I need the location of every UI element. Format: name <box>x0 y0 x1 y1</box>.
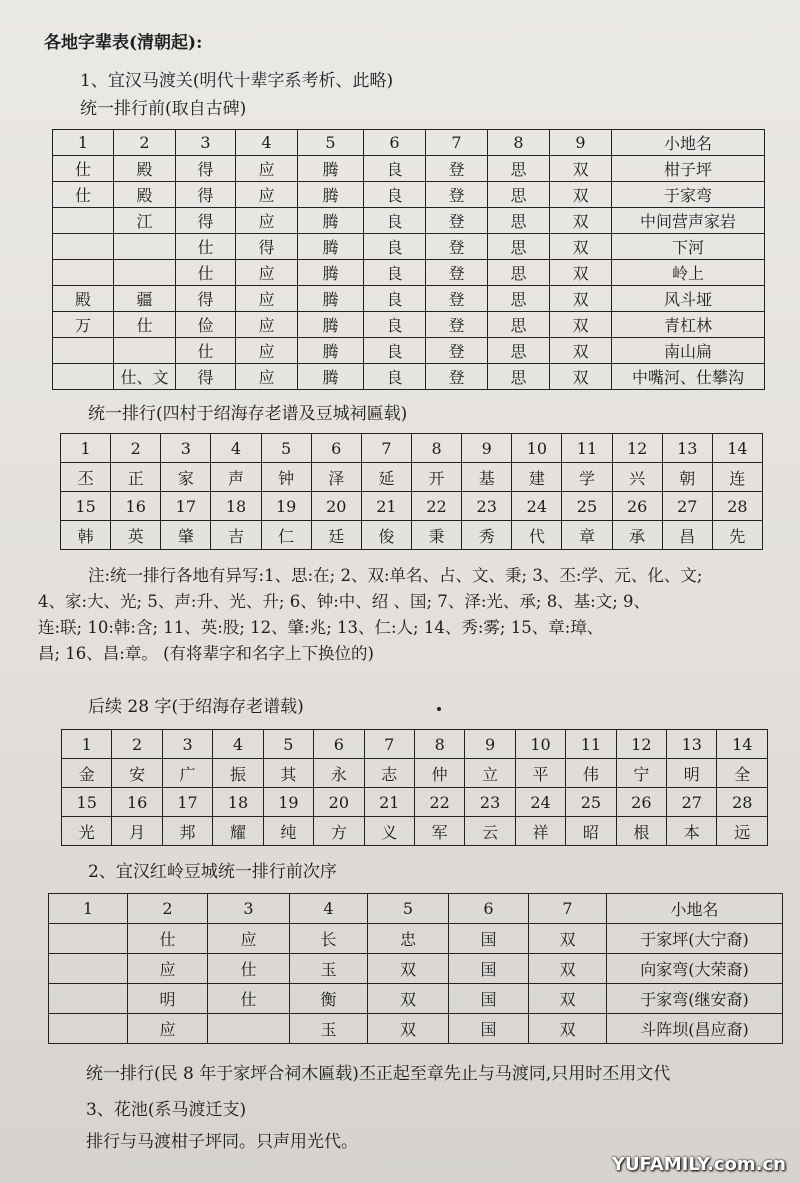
table-cell: 3 <box>208 894 290 924</box>
table-cell: 正 <box>111 463 161 492</box>
table-cell: 27 <box>662 492 712 521</box>
table-cell <box>208 1014 290 1044</box>
variant-notes <box>38 563 780 667</box>
table-cell: 殿 <box>114 156 176 182</box>
table-row <box>49 1014 783 1044</box>
table-cell: 登 <box>426 208 488 234</box>
table-cell: 3 <box>161 434 211 463</box>
table-cell <box>49 1014 128 1044</box>
table-cell: 双 <box>368 984 449 1014</box>
table-cell <box>49 984 128 1014</box>
table-cell: 玉 <box>290 954 368 984</box>
table-cell: 英 <box>111 521 161 550</box>
table-cell: 家 <box>161 463 211 492</box>
table-cell: 22 <box>411 492 461 521</box>
table-cell: 斗阵坝(昌应裔) <box>607 1014 783 1044</box>
table-cell: 思 <box>488 260 550 286</box>
table-cell: 邦 <box>162 817 212 846</box>
section2-note: 统一排行(民 8 年于家坪合祠木匾载)丕正起至章先止与马渡同,只用时丕用文代 <box>86 1064 671 1084</box>
section3-text: 排行与马渡柑子坪同。只声用光代。 <box>86 1132 358 1152</box>
table-cell: 良 <box>364 260 426 286</box>
page-heading: 各地字辈表(清朝起): <box>44 33 203 53</box>
table-cell: 泽 <box>311 463 361 492</box>
table-cell: 25 <box>562 492 612 521</box>
table-cell: 腾 <box>298 156 364 182</box>
table-cell: 代 <box>512 521 562 550</box>
table-cell: 国 <box>449 984 529 1014</box>
table-cell: 11 <box>562 434 612 463</box>
table-cell: 柑子坪 <box>612 156 765 182</box>
table-cell: 思 <box>488 182 550 208</box>
table-cell: 仕 <box>53 156 114 182</box>
table-cell: 韩 <box>61 521 111 550</box>
table-cell <box>49 954 128 984</box>
table-cell: 1 <box>62 730 112 759</box>
table-row <box>53 260 765 286</box>
table-cell: 思 <box>488 364 550 390</box>
table-cell: 9 <box>462 434 512 463</box>
table-cell: 应 <box>236 286 298 312</box>
table-cell: 双 <box>550 260 612 286</box>
table-cell: 6 <box>311 434 361 463</box>
table-cell: 志 <box>364 759 414 788</box>
table-cell: 腾 <box>298 364 364 390</box>
table-cell: 登 <box>426 312 488 338</box>
table-cell: 殿 <box>53 286 114 312</box>
table-cell: 26 <box>612 492 662 521</box>
table-cell: 21 <box>361 492 411 521</box>
table-cell: 俭 <box>176 312 236 338</box>
table-cell: 伟 <box>566 759 616 788</box>
table-cell: 双 <box>550 364 612 390</box>
table-cell: 远 <box>717 817 768 846</box>
table-cell: 17 <box>161 492 211 521</box>
table-cell: 秀 <box>462 521 512 550</box>
table-cell <box>53 260 114 286</box>
table-cell: 登 <box>426 286 488 312</box>
table-cell: 仲 <box>414 759 464 788</box>
table-cell: 19 <box>261 492 311 521</box>
table-cell: 24 <box>515 788 565 817</box>
table-cell: 万 <box>53 312 114 338</box>
table-cell: 基 <box>462 463 512 492</box>
table-cell <box>114 338 176 364</box>
table-cell: 于家弯(继安裔) <box>607 984 783 1014</box>
table-cell: 12 <box>616 730 666 759</box>
table-cell: 得 <box>176 364 236 390</box>
table-cell <box>53 338 114 364</box>
table-cell: 开 <box>411 463 461 492</box>
table-cell: 中间营声家岩 <box>612 208 765 234</box>
table-cell: 向家弯(大荣裔) <box>607 954 783 984</box>
table-cell: 小地名 <box>607 894 783 924</box>
table-cell: 钟 <box>261 463 311 492</box>
table-cell: 承 <box>612 521 662 550</box>
table-cell: 得 <box>176 182 236 208</box>
table-cell <box>53 208 114 234</box>
table-cell <box>53 364 114 390</box>
table-cell: 本 <box>667 817 717 846</box>
table-cell: 14 <box>712 434 762 463</box>
table-cell: 2 <box>112 730 162 759</box>
table-cell <box>53 234 114 260</box>
site-watermark: YUFAMILY.com.cn <box>611 1154 786 1175</box>
table-cell: 8 <box>488 130 550 156</box>
table-cell: 双 <box>550 286 612 312</box>
table-cell: 得 <box>236 234 298 260</box>
table-row <box>53 182 765 208</box>
table-cell: 小地名 <box>612 130 765 156</box>
table-cell: 全 <box>717 759 768 788</box>
table-cell: 疆 <box>114 286 176 312</box>
table-cell: 得 <box>176 208 236 234</box>
table-cell: 丕 <box>61 463 111 492</box>
table-cell: 21 <box>364 788 414 817</box>
table-cell: 学 <box>562 463 612 492</box>
table-cell: 良 <box>364 156 426 182</box>
table-cell: 应 <box>236 260 298 286</box>
table-cell: 衡 <box>290 984 368 1014</box>
table-cell: 方 <box>314 817 364 846</box>
table-cell: 13 <box>667 730 717 759</box>
table-cell: 国 <box>449 1014 529 1044</box>
table-cell: 永 <box>314 759 364 788</box>
table-cell: 13 <box>662 434 712 463</box>
table-cell: 6 <box>314 730 364 759</box>
table-cell: 祥 <box>515 817 565 846</box>
table-before-unification <box>52 129 765 390</box>
table-cell: 云 <box>465 817 515 846</box>
table-cell: 声 <box>211 463 261 492</box>
table-cell: 连 <box>712 463 762 492</box>
table-row <box>53 234 765 260</box>
table-cell: 殿 <box>114 182 176 208</box>
table-cell: 得 <box>176 156 236 182</box>
table-cell: 长 <box>290 924 368 954</box>
table-cell: 昌 <box>662 521 712 550</box>
table-cell: 双 <box>529 984 607 1014</box>
table-cell: 青杠林 <box>612 312 765 338</box>
section3-title: 3、花池(系马渡迁支) <box>86 1100 247 1120</box>
table-cell: 2 <box>114 130 176 156</box>
table-cell: 腾 <box>298 234 364 260</box>
table-cell: 仕 <box>208 954 290 984</box>
table-cell: 双 <box>550 156 612 182</box>
table-row <box>49 954 783 984</box>
table-row <box>53 312 765 338</box>
table-cell: 应 <box>236 156 298 182</box>
table-cell: 思 <box>488 208 550 234</box>
table-cell: 其 <box>263 759 313 788</box>
table-cell: 仕 <box>208 984 290 1014</box>
table-cell: 双 <box>529 954 607 984</box>
note-line: 连:联; 10:韩:含; 11、英:股; 12、肇:兆; 13、仁:人; 14、秀:雾; 15、章:璋、 <box>38 618 604 637</box>
table-cell <box>49 924 128 954</box>
table-cell: 思 <box>488 312 550 338</box>
table-cell: 良 <box>364 182 426 208</box>
section1-subtitle-continuation: 后续 28 字(于绍海存老谱载) <box>88 697 304 717</box>
table-cell: 章 <box>562 521 612 550</box>
table-cell: 4 <box>211 434 261 463</box>
table-cell: 5 <box>263 730 313 759</box>
table-cell: 2 <box>128 894 208 924</box>
table-cell: 金 <box>62 759 112 788</box>
table-cell: 光 <box>62 817 112 846</box>
table-cell: 安 <box>112 759 162 788</box>
table-cell: 20 <box>314 788 364 817</box>
table-cell: 应 <box>236 338 298 364</box>
table-cell: 耀 <box>213 817 263 846</box>
table-cell: 7 <box>529 894 607 924</box>
section1-subtitle-unified: 统一排行(四村于绍海存老谱及豆城祠匾载) <box>88 404 408 424</box>
table-cell: 振 <box>213 759 263 788</box>
table-cell: 仕 <box>53 182 114 208</box>
table-row <box>53 364 765 390</box>
table-cell: 23 <box>465 788 515 817</box>
table-cell: 7 <box>426 130 488 156</box>
table-cell: 忠 <box>368 924 449 954</box>
table-cell: 义 <box>364 817 414 846</box>
table-cell: 腾 <box>298 312 364 338</box>
ink-speck <box>437 707 441 711</box>
table-cell: 6 <box>449 894 529 924</box>
table-cell: 7 <box>364 730 414 759</box>
table-row <box>62 730 768 759</box>
table-cell: 双 <box>550 312 612 338</box>
table-cell: 18 <box>213 788 263 817</box>
table-row <box>49 984 783 1014</box>
table-row <box>53 208 765 234</box>
table-cell: 广 <box>162 759 212 788</box>
table-cell: 仕 <box>176 338 236 364</box>
table-cell: 廷 <box>311 521 361 550</box>
table-cell: 2 <box>111 434 161 463</box>
table-cell: 19 <box>263 788 313 817</box>
table-cell: 兴 <box>612 463 662 492</box>
table-cell: 28 <box>712 492 762 521</box>
table-cell <box>114 260 176 286</box>
table-row <box>53 130 765 156</box>
table-cell: 明 <box>667 759 717 788</box>
table-cell: 1 <box>49 894 128 924</box>
table-row <box>61 521 763 550</box>
table-cell: 23 <box>462 492 512 521</box>
table-cell: 昭 <box>566 817 616 846</box>
table-cell: 登 <box>426 182 488 208</box>
section2-title: 2、宜汉红岭豆城统一排行前次序 <box>88 862 337 882</box>
table-cell: 4 <box>213 730 263 759</box>
table-cell: 应 <box>236 182 298 208</box>
table-cell: 平 <box>515 759 565 788</box>
table-unified-order <box>60 433 763 550</box>
table-cell: 10 <box>515 730 565 759</box>
table-cell: 良 <box>364 312 426 338</box>
table-cell: 3 <box>176 130 236 156</box>
table-cell: 1 <box>61 434 111 463</box>
table-cell: 思 <box>488 234 550 260</box>
table-continuation-28 <box>61 729 768 846</box>
table-cell: 立 <box>465 759 515 788</box>
table-cell: 4 <box>290 894 368 924</box>
table-cell: 14 <box>717 730 768 759</box>
table-row <box>49 924 783 954</box>
table-cell: 朝 <box>662 463 712 492</box>
table-cell: 思 <box>488 156 550 182</box>
table-cell: 思 <box>488 338 550 364</box>
table-cell: 1 <box>53 130 114 156</box>
table-cell: 岭上 <box>612 260 765 286</box>
table-cell: 6 <box>364 130 426 156</box>
table-row <box>53 286 765 312</box>
table-cell: 27 <box>667 788 717 817</box>
table-cell: 登 <box>426 260 488 286</box>
table-cell: 腾 <box>298 208 364 234</box>
note-line: 注:统一排行各地有异写:1、思:在; 2、双:单名、占、文、秉; 3、丕:学、元、化、文; <box>88 566 703 585</box>
table-cell: 应 <box>236 364 298 390</box>
table-row <box>53 338 765 364</box>
table-cell: 延 <box>361 463 411 492</box>
table-cell: 俊 <box>361 521 411 550</box>
table-row <box>49 894 783 924</box>
table-cell: 25 <box>566 788 616 817</box>
table-cell: 26 <box>616 788 666 817</box>
table-cell: 良 <box>364 286 426 312</box>
table-row <box>53 156 765 182</box>
table-row <box>62 817 768 846</box>
table-cell: 建 <box>512 463 562 492</box>
table-cell: 5 <box>368 894 449 924</box>
table-cell: 应 <box>128 954 208 984</box>
table-cell: 于家弯 <box>612 182 765 208</box>
table-cell: 登 <box>426 364 488 390</box>
table-cell: 18 <box>211 492 261 521</box>
table-cell: 肇 <box>161 521 211 550</box>
table-cell: 月 <box>112 817 162 846</box>
table-row <box>61 434 763 463</box>
table-cell: 16 <box>111 492 161 521</box>
table-cell: 登 <box>426 156 488 182</box>
table-cell: 3 <box>162 730 212 759</box>
table-cell: 南山扁 <box>612 338 765 364</box>
table-cell: 登 <box>426 338 488 364</box>
table-cell: 24 <box>512 492 562 521</box>
note-line: 昌; 16、昌:章。 (有将辈字和名字上下换位的) <box>38 644 374 663</box>
table-cell: 10 <box>512 434 562 463</box>
table-cell: 下河 <box>612 234 765 260</box>
table-cell: 双 <box>550 208 612 234</box>
table-cell: 良 <box>364 234 426 260</box>
table-cell: 根 <box>616 817 666 846</box>
table-cell: 腾 <box>298 182 364 208</box>
table-cell: 明 <box>128 984 208 1014</box>
table-cell: 中嘴河、仕攀沟 <box>612 364 765 390</box>
table-cell: 仕 <box>114 312 176 338</box>
table-cell: 思 <box>488 286 550 312</box>
table-cell: 良 <box>364 364 426 390</box>
table-cell: 应 <box>128 1014 208 1044</box>
table-cell: 于家坪(大宁裔) <box>607 924 783 954</box>
table-cell: 得 <box>176 286 236 312</box>
table-cell: 双 <box>550 234 612 260</box>
table-cell: 22 <box>414 788 464 817</box>
table-cell: 先 <box>712 521 762 550</box>
section1-subtitle-before: 统一排行前(取自古碑) <box>80 99 247 119</box>
table-cell: 腾 <box>298 338 364 364</box>
table-cell: 7 <box>361 434 411 463</box>
table-cell: 国 <box>449 954 529 984</box>
table-cell: 吉 <box>211 521 261 550</box>
table-cell: 5 <box>261 434 311 463</box>
table-cell: 15 <box>61 492 111 521</box>
table-cell: 仕 <box>128 924 208 954</box>
table-cell: 良 <box>364 208 426 234</box>
table-row <box>61 492 763 521</box>
table-hongling-order <box>48 893 783 1044</box>
table-cell: 5 <box>298 130 364 156</box>
table-cell: 良 <box>364 338 426 364</box>
table-cell: 9 <box>550 130 612 156</box>
table-cell: 风斗垭 <box>612 286 765 312</box>
table-cell: 双 <box>368 954 449 984</box>
table-cell: 8 <box>411 434 461 463</box>
table-cell: 15 <box>62 788 112 817</box>
table-cell: 8 <box>414 730 464 759</box>
table-cell: 玉 <box>290 1014 368 1044</box>
table-cell: 军 <box>414 817 464 846</box>
table-cell: 腾 <box>298 286 364 312</box>
table-cell: 28 <box>717 788 768 817</box>
table-cell: 应 <box>236 312 298 338</box>
table-cell: 秉 <box>411 521 461 550</box>
note-line: 4、家:大、光; 5、声:升、光、升; 6、钟:中、绍 、国; 7、泽:光、承; 8、基:文; 9、 <box>38 592 651 611</box>
table-row <box>61 463 763 492</box>
table-cell: 12 <box>612 434 662 463</box>
table-cell <box>114 234 176 260</box>
table-cell: 腾 <box>298 260 364 286</box>
table-cell: 双 <box>550 182 612 208</box>
table-cell: 仕 <box>176 234 236 260</box>
section1-title: 1、宜汉马渡关(明代十辈字系考析、此略) <box>80 71 394 91</box>
table-cell: 仕、文 <box>114 364 176 390</box>
table-row <box>62 788 768 817</box>
table-cell: 双 <box>529 1014 607 1044</box>
table-cell: 宁 <box>616 759 666 788</box>
table-cell: 双 <box>550 338 612 364</box>
table-cell: 应 <box>208 924 290 954</box>
table-cell: 仁 <box>261 521 311 550</box>
table-cell: 9 <box>465 730 515 759</box>
table-cell: 应 <box>236 208 298 234</box>
table-cell: 4 <box>236 130 298 156</box>
table-cell: 双 <box>529 924 607 954</box>
table-cell: 16 <box>112 788 162 817</box>
table-cell: 20 <box>311 492 361 521</box>
table-cell: 纯 <box>263 817 313 846</box>
table-cell: 国 <box>449 924 529 954</box>
table-row <box>62 759 768 788</box>
table-cell: 仕 <box>176 260 236 286</box>
table-cell: 登 <box>426 234 488 260</box>
table-cell: 双 <box>368 1014 449 1044</box>
table-cell: 17 <box>162 788 212 817</box>
table-cell: 江 <box>114 208 176 234</box>
table-cell: 11 <box>566 730 616 759</box>
